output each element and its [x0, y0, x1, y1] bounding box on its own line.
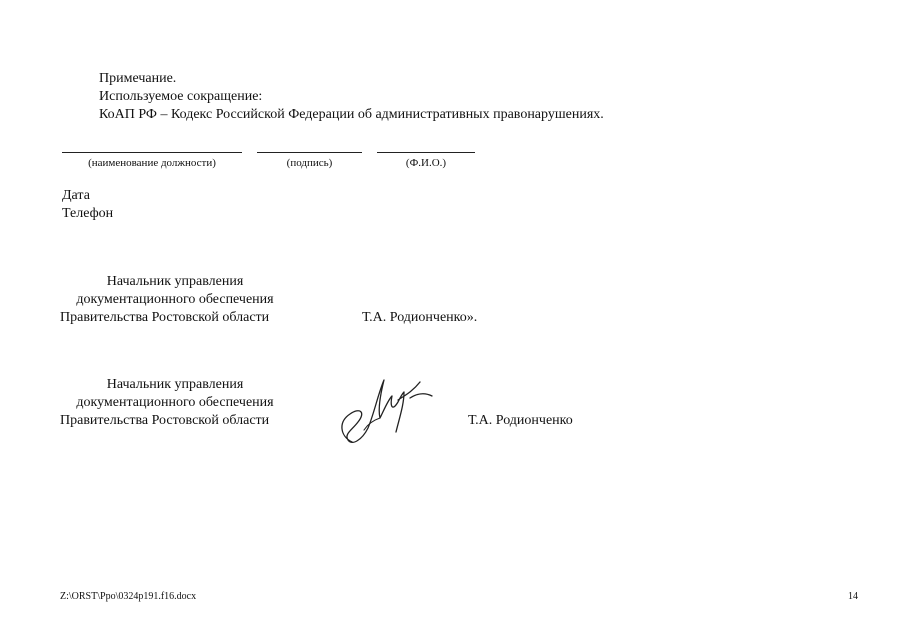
approval-block-1: [60, 273, 290, 327]
signature-caption: (подпись): [286, 157, 333, 169]
approval-2-line1: Начальник управления: [106, 377, 244, 392]
note-abbreviation-label: Используемое сокращение:: [99, 89, 263, 104]
approval-1-signer: Т.А. Родионченко».: [362, 310, 478, 325]
approval-2-line2: документационного обеспечения: [76, 395, 274, 410]
handwritten-signature: [334, 370, 444, 450]
footer-page-number: 14: [848, 591, 858, 602]
phone-label: Телефон: [62, 206, 114, 221]
signature-line: [257, 152, 362, 153]
name-caption: (Ф.И.О.): [405, 157, 447, 169]
position-caption: (наименование должности): [88, 157, 216, 169]
approval-1-line1: Начальник управления: [106, 274, 244, 289]
position-line: [62, 152, 242, 153]
approval-2-line3: Правительства Ростовской области: [60, 413, 270, 428]
footer-file-path: Z:\ORST\Ppo\0324p191.f16.docx: [60, 591, 197, 602]
approval-block-2: [60, 376, 290, 430]
date-label: Дата: [62, 188, 90, 203]
approval-1-line2: документационного обеспечения: [76, 292, 274, 307]
note-abbreviation-definition: КоАП РФ – Кодекс Российской Федерации об административных правонарушениях.: [99, 107, 604, 122]
approval-2-signer: Т.А. Родионченко: [468, 413, 573, 428]
approval-1-line3: Правительства Ростовской области: [60, 310, 270, 325]
note-title: Примечание.: [99, 71, 177, 86]
name-line: [377, 152, 475, 153]
